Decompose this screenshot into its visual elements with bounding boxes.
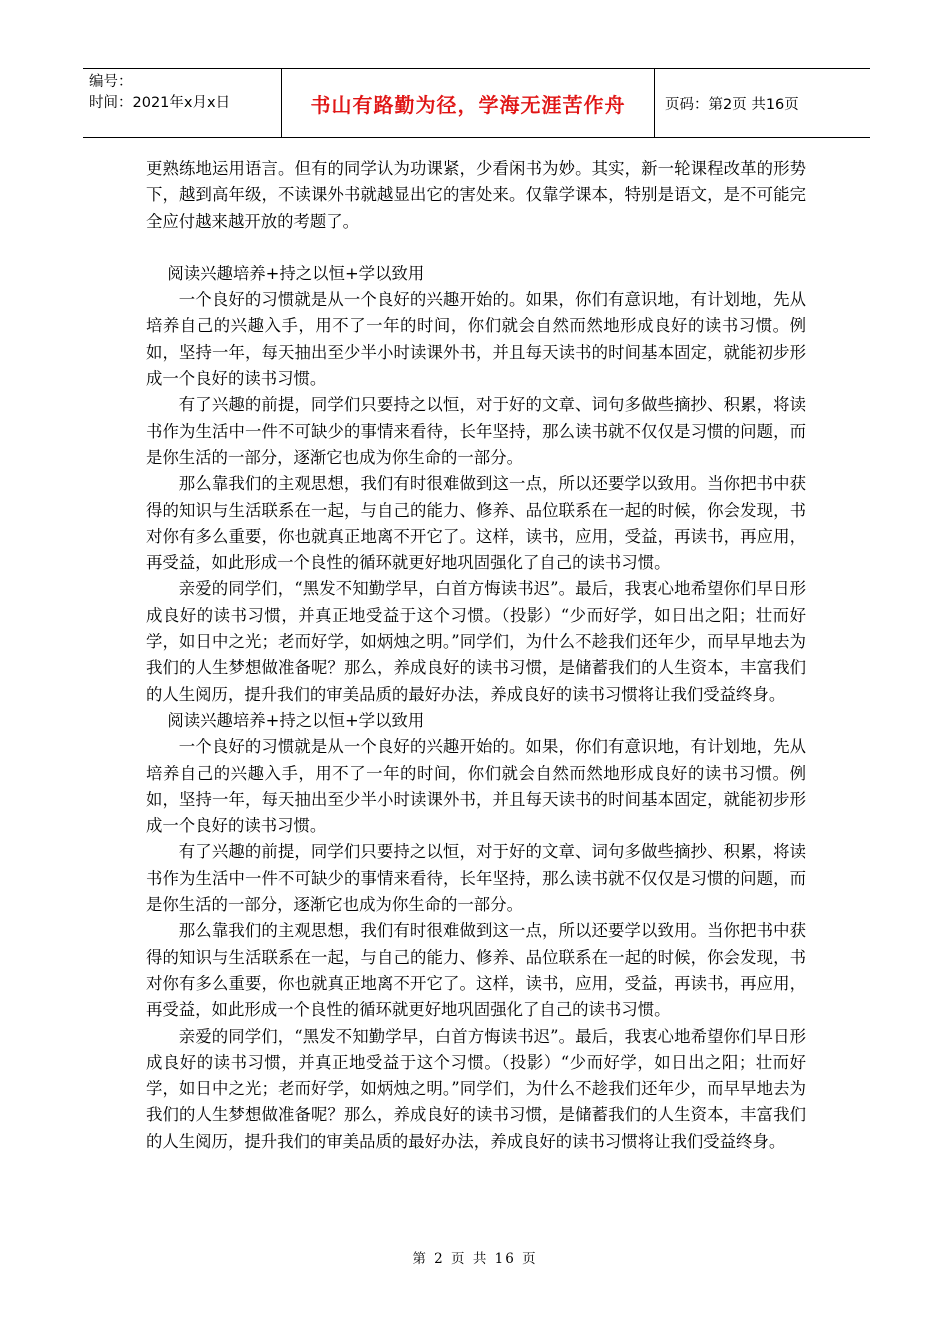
- paragraph: 那么靠我们的主观思想，我们有时很难做到这一点，所以还要学以致用。当你把书中获得的知识与生活联系在一起，与自己的能力、修养、品位联系在一起的时候，你会发现，书对你有多么重要，你也就真正地离不开它了。这样，读书，应用，受益，再读书，再应用，再受益，如此形成一个良性的循环就更好地巩固强化了自己的读书习惯。: [146, 921, 806, 1020]
- paragraph: 有了兴趣的前提，同学们只要持之以恒，对于好的文章、词句多做些摘抄、积累，将读书作为生活中一件不可缺少的事情来看待，长年坚持，那么读书就不仅仅是习惯的问题，而是你生活的一部分，逐渐它也成为你生命的一部分。: [146, 395, 806, 467]
- paragraph: 一个良好的习惯就是从一个良好的兴趣开始的。如果，你们有意识地，有计划地，先从培养自己的兴趣入手，用不了一年的时间，你们就会自然而然地形成良好的读书习惯。例如，坚持一年，每天抽出至少半小时读课外书，并且每天读书的时间基本固定，就能初步形成一个良好的读书习惯。: [146, 290, 806, 389]
- paragraph: 一个良好的习惯就是从一个良好的兴趣开始的。如果，你们有意识地，有计划地，先从培养自己的兴趣入手，用不了一年的时间，你们就会自然而然地形成良好的读书习惯。例如，坚持一年，每天抽出至少半小时读课外书，并且每天读书的时间基本固定，就能初步形成一个良好的读书习惯。: [146, 737, 806, 836]
- paragraph: 亲爱的同学们，“黑发不知勤学早，白首方悔读书迟”。最后，我衷心地希望你们早日形成良好的读书习惯，并真正地受益于这个习惯。（投影）“少而好学，如日出之阳；壮而好学，如日中之光；老而好学，如炳烛之明。”同学们，为什么不趁我们还年少，而早早地去为我们的人生梦想做准备呢？那么，养成良好的读书习惯，是储蓄我们的人生资本，丰富我们的人生阅历，提升我们的审美品质的最好办法，养成良好的读书习惯将让我们受益终身。: [146, 1026, 806, 1151]
- header-meta: [83, 69, 282, 138]
- paragraph-gap: [146, 235, 806, 261]
- header-page-code: 页码：第2页 共16页: [665, 96, 799, 113]
- document-body: [146, 156, 806, 1155]
- page-number-footer: 第 2 页 共 16 页: [412, 1251, 538, 1267]
- doc-number-label: 编号：: [89, 74, 133, 90]
- paragraph: 亲爱的同学们，“黑发不知勤学早，白首方悔读书迟”。最后，我衷心地希望你们早日形成良好的读书习惯，并真正地受益于这个习惯。（投影）“少而好学，如日出之阳；壮而好学，如日中之光；老而好学，如炳烛之明。”同学们，为什么不趁我们还年少，而早早地去为我们的人生梦想做准备呢？那么，养成良好的读书习惯，是储蓄我们的人生资本，丰富我们的人生阅历，提升我们的审美品质的最好办法，养成良好的读书习惯将让我们受益终身。: [146, 579, 806, 704]
- doc-time-label: 时间：2021年x月x日: [89, 95, 231, 111]
- page-header: [83, 68, 870, 138]
- page-footer: [0, 1247, 950, 1267]
- section-heading: 阅读兴趣培养+持之以恒+学以致用: [167, 710, 425, 730]
- section-heading: 阅读兴趣培养+持之以恒+学以致用: [167, 263, 425, 283]
- paragraph: 有了兴趣的前提，同学们只要持之以恒，对于好的文章、词句多做些摘抄、积累，将读书作为生活中一件不可缺少的事情来看待，长年坚持，那么读书就不仅仅是习惯的问题，而是你生活的一部分，逐渐它也成为你生命的一部分。: [146, 842, 806, 915]
- intro-paragraph: 更熟练地运用语言。但有的同学认为功课紧，少看闲书为妙。其实，新一轮课程改革的形势下，越到高年级，不读课外书就越显出它的害处来。仅靠学课本，特别是语文，是不可能完全应付越来越开放的考题了。: [146, 159, 806, 231]
- header-motto-cell: [282, 69, 655, 138]
- header-motto: 书山有路勤为径，学海无涯苦作舟: [310, 92, 626, 117]
- paragraph: 那么靠我们的主观思想，我们有时很难做到这一点，所以还要学以致用。当你把书中获得的知识与生活联系在一起，与自己的能力、修养、品位联系在一起的时候，你会发现，书对你有多么重要，你也就真正地离不开它了。这样，读书，应用，受益，再读书，再应用，再受益，如此形成一个良性的循环就更好地巩固强化了自己的读书习惯。: [146, 474, 806, 573]
